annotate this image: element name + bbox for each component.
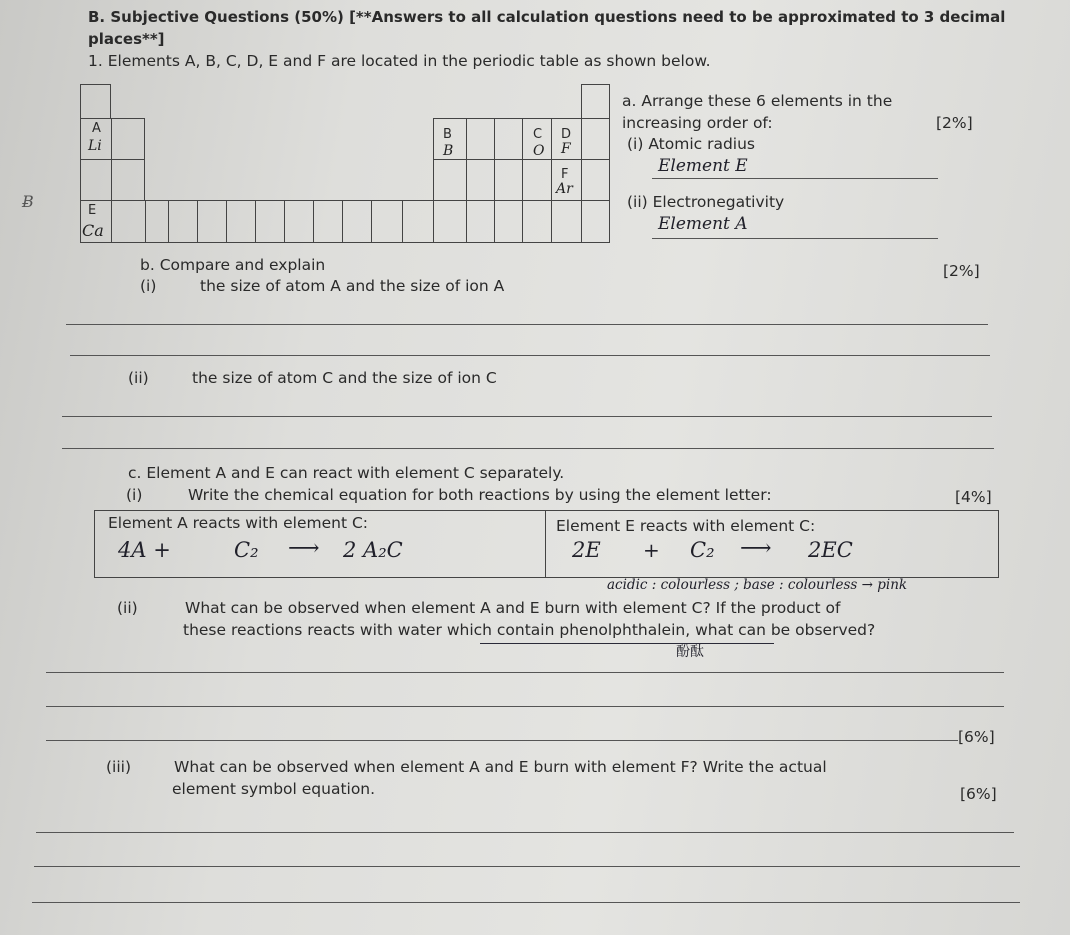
q1c-prompt: c. Element A and E can react with element C separately.: [128, 464, 565, 482]
pt-cell-he: [581, 84, 610, 119]
equation-right-header: Element E reacts with element C:: [556, 517, 816, 535]
q1a-prompt-1: a. Arrange these 6 elements in the: [622, 92, 893, 110]
pt-divider: [433, 200, 434, 243]
pt-hand-f: Ar: [556, 181, 573, 197]
q1b-ii-text: the size of atom C and the size of ion C: [192, 369, 497, 387]
equation-right-product: 2EC: [808, 538, 853, 562]
answer-line: [32, 902, 1020, 903]
q1a-ii-label: (ii) Electronegativity: [627, 193, 785, 211]
q1c-i-num: (i): [126, 486, 143, 504]
pt-cell-pblock-row3: [433, 159, 610, 201]
margin-scribble: Ƀ: [22, 192, 34, 211]
pt-divider: [197, 200, 198, 243]
answer-line: [46, 672, 1004, 673]
pt-divider: [111, 118, 112, 160]
q1b-i-text: the size of atom A and the size of ion A: [200, 277, 505, 295]
q1b-ii-num: (ii): [128, 369, 149, 387]
pt-hand-a: Li: [88, 138, 102, 154]
pt-hand-e: Ca: [82, 221, 104, 240]
q1-intro: 1. Elements A, B, C, D, E and F are located in the periodic table as shown below.: [88, 52, 711, 70]
q1c-iii-text-1: What can be observed when element A and E burn with element F? Write the actual: [174, 758, 827, 776]
q1c-ii-marks: [6%]: [958, 728, 995, 746]
pt-label-d: D: [561, 127, 572, 142]
q1a-i-label: (i) Atomic radius: [627, 135, 755, 153]
q1c-ii-text-1: What can be observed when element A and E burn with element C? If the product of: [185, 599, 841, 617]
q1a-marks: [2%]: [936, 114, 973, 132]
q1c-i-marks: [4%]: [955, 488, 992, 506]
answer-line: [652, 238, 938, 239]
pt-divider: [145, 200, 146, 243]
answer-line: [62, 448, 994, 449]
q1c-ii-text-2: these reactions reacts with water which contain phenolphthalein, what can be observed?: [183, 621, 876, 639]
equation-right-term2: C₂: [690, 538, 715, 562]
q1a-ii-answer: Element A: [658, 214, 748, 234]
q1c-iii-num: (iii): [106, 758, 132, 776]
answer-line: [62, 416, 992, 417]
answer-line: [36, 832, 1014, 833]
q1b-marks: [2%]: [943, 262, 980, 280]
q1b-prompt: b. Compare and explain: [140, 256, 326, 274]
section-title: B. Subjective Questions (50%) [**Answers to all calculation questions need to be approximated to 3 decimal: [88, 8, 1006, 26]
pt-divider: [255, 200, 256, 243]
answer-line: [34, 866, 1020, 867]
pt-divider: [168, 200, 169, 243]
pt-divider: [284, 200, 285, 243]
section-title-cont: places**]: [88, 30, 165, 48]
equation-left-arrow: ⟶: [288, 536, 320, 561]
pt-label-b: B: [443, 127, 452, 142]
pt-divider: [371, 200, 372, 243]
equation-left-term2: C₂: [234, 538, 259, 562]
equation-right-term1: 2E: [572, 538, 601, 562]
answer-line: [66, 324, 988, 325]
handwritten-chinese-note: 酚酞: [676, 644, 704, 660]
pt-hand-d: F: [561, 141, 571, 157]
handwritten-indicator-note: acidic : colourless ; base : colourless → pink: [607, 577, 908, 593]
pt-label-e: E: [88, 203, 97, 218]
q1c-i-text: Write the chemical equation for both reactions by using the element letter:: [188, 486, 772, 504]
pt-cell-row4: [80, 200, 610, 243]
pt-divider: [313, 200, 314, 243]
q1a-prompt-2: increasing order of:: [622, 114, 773, 132]
equation-right-plus: +: [643, 538, 660, 562]
pt-divider: [226, 200, 227, 243]
q1c-iii-text-2: element symbol equation.: [172, 780, 376, 798]
q1a-i-answer: Element E: [658, 156, 748, 176]
answer-line: [70, 355, 990, 356]
pt-hand-c: O: [533, 143, 545, 159]
answer-line: [652, 178, 938, 179]
equation-right-arrow: ⟶: [740, 536, 772, 561]
equation-table-divider: [545, 510, 546, 578]
pt-label-f: F: [561, 167, 569, 182]
equation-left-product: 2 A₂C: [343, 538, 403, 562]
equation-left-term1: 4A +: [118, 538, 171, 562]
pt-label-a: A: [92, 121, 101, 136]
pt-cell-h: [80, 84, 111, 119]
pt-divider: [402, 200, 403, 243]
answer-line: [46, 740, 958, 741]
q1c-ii-num: (ii): [117, 599, 138, 617]
pt-cell-row3: [80, 159, 145, 201]
equation-left-header: Element A reacts with element C:: [108, 514, 368, 532]
pt-divider: [342, 200, 343, 243]
answer-line: [46, 706, 1004, 707]
pt-label-c: C: [533, 127, 543, 142]
pt-hand-b: B: [443, 143, 454, 159]
q1b-i-num: (i): [140, 277, 157, 295]
q1c-iii-marks: [6%]: [960, 785, 997, 803]
underline-mark: [480, 643, 774, 644]
